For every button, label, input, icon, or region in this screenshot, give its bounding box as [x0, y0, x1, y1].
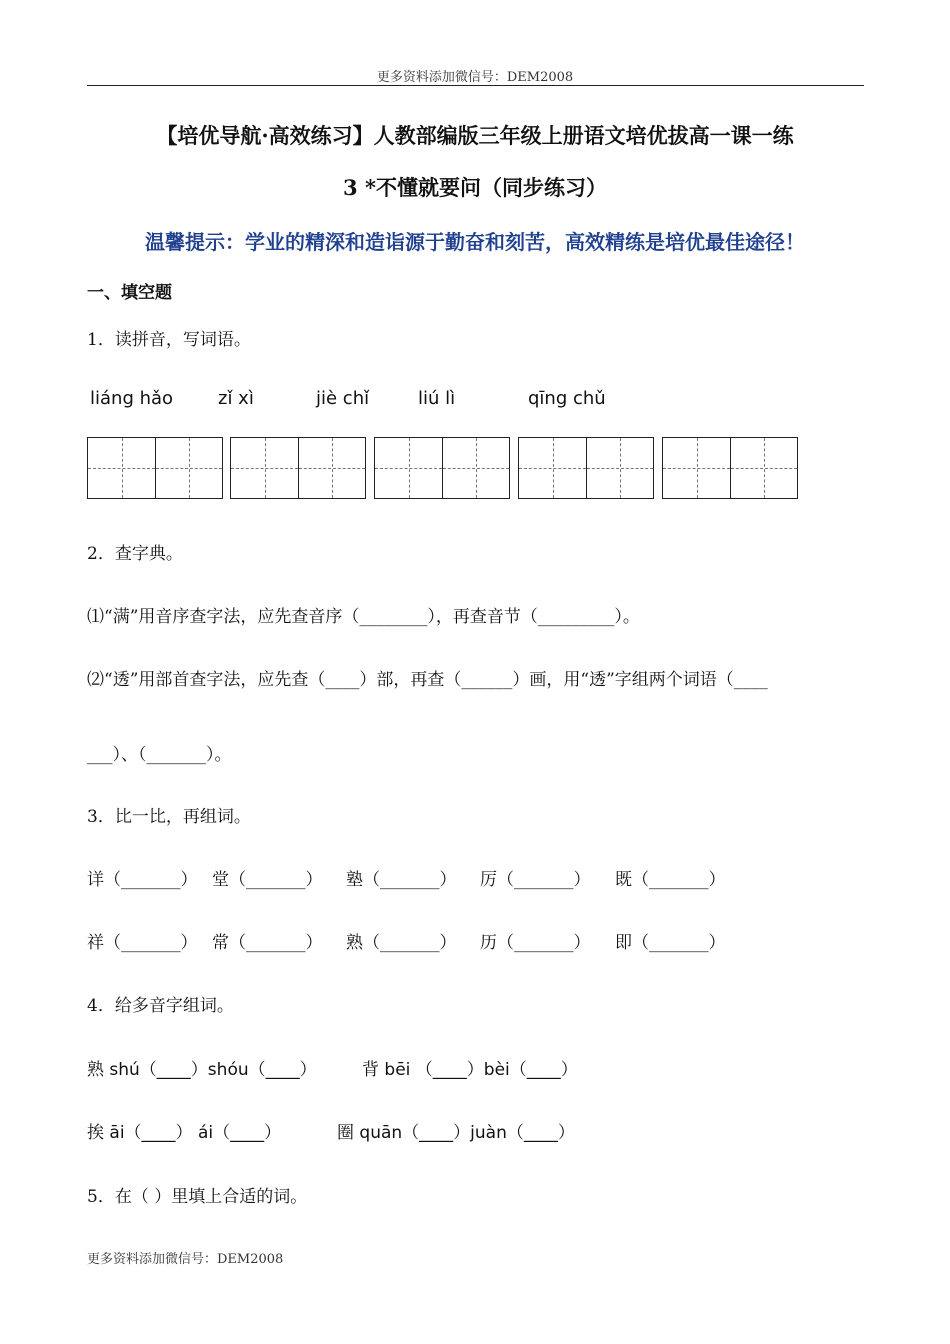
page-footer: 更多资料添加微信号：DEM2008 — [87, 1252, 284, 1267]
writing-cell[interactable] — [442, 438, 509, 498]
question-2-line-1: ⑴“满”用音序查字法，应先查音序（________），再查音节（_________）。 — [87, 607, 640, 627]
polyphone-item: 熟 shú（____）shóu（____） — [87, 1060, 317, 1080]
compare-item: 既（_______） — [615, 870, 726, 890]
writing-cell[interactable] — [88, 438, 155, 498]
writing-cell[interactable] — [730, 438, 797, 498]
compare-item: 历（_______） — [480, 933, 591, 953]
writing-grid-4[interactable] — [518, 437, 654, 499]
compare-item: 即（_______） — [615, 933, 726, 953]
compare-item: 常（_______） — [212, 933, 323, 953]
polyphone-item: 背 bēi （____）bèi（____） — [362, 1060, 578, 1080]
writing-cell[interactable] — [298, 438, 365, 498]
polyphone-item: 挨 āi（____） ái（____） — [87, 1123, 282, 1143]
section-heading: 一、填空题 — [87, 283, 172, 303]
polyphone-item: 圈 quān（____）juàn（____） — [337, 1123, 575, 1143]
compare-item: 详（_______） — [87, 870, 198, 890]
writing-cell[interactable] — [375, 438, 442, 498]
writing-grid-3[interactable] — [374, 437, 510, 499]
writing-cell[interactable] — [155, 438, 222, 498]
writing-cell[interactable] — [586, 438, 653, 498]
question-5-prompt: 5．在（ ）里填上合适的词。 — [87, 1187, 308, 1207]
compare-item: 塾（_______） — [346, 870, 457, 890]
compare-item: 堂（_______） — [212, 870, 323, 890]
writing-grid-2[interactable] — [230, 437, 366, 499]
header-rule — [87, 85, 864, 86]
lesson-title: 3 *不懂就要问（同步练习） — [343, 175, 607, 200]
pinyin-3: jiè chǐ — [316, 388, 370, 409]
compare-item: 祥（_______） — [87, 933, 198, 953]
pinyin-1: liáng hǎo — [90, 388, 174, 409]
question-2-line-2: ⑵“透”用部首查字法，应先查（____）部，再查（______）画，用“透”字组两个词语（____ — [87, 670, 768, 690]
writing-cell[interactable] — [663, 438, 730, 498]
page-header: 更多资料添加微信号：DEM2008 — [376, 70, 574, 85]
pinyin-5: qīng chǔ — [528, 388, 606, 409]
question-4-prompt: 4．给多音字组词。 — [87, 996, 234, 1016]
writing-cell[interactable] — [231, 438, 298, 498]
question-1-prompt: 1．读拼音，写词语。 — [87, 330, 251, 350]
pinyin-4: liú lì — [418, 388, 456, 409]
document-title: 【培优导航·高效练习】人教部编版三年级上册语文培优拔高一课一练 — [156, 123, 794, 148]
writing-cell[interactable] — [519, 438, 586, 498]
writing-grid-1[interactable] — [87, 437, 223, 499]
question-2-prompt: 2．查字典。 — [87, 544, 183, 564]
question-2-line-3: ___）、（_______）。 — [87, 745, 232, 765]
tip-banner: 温馨提示：学业的精深和造诣源于勤奋和刻苦，高效精练是培优最佳途径！ — [145, 230, 805, 254]
pinyin-2: zǐ xì — [218, 388, 254, 409]
writing-grid-5[interactable] — [662, 437, 798, 499]
question-3-prompt: 3．比一比，再组词。 — [87, 807, 251, 827]
compare-item: 厉（_______） — [480, 870, 591, 890]
compare-item: 熟（_______） — [346, 933, 457, 953]
